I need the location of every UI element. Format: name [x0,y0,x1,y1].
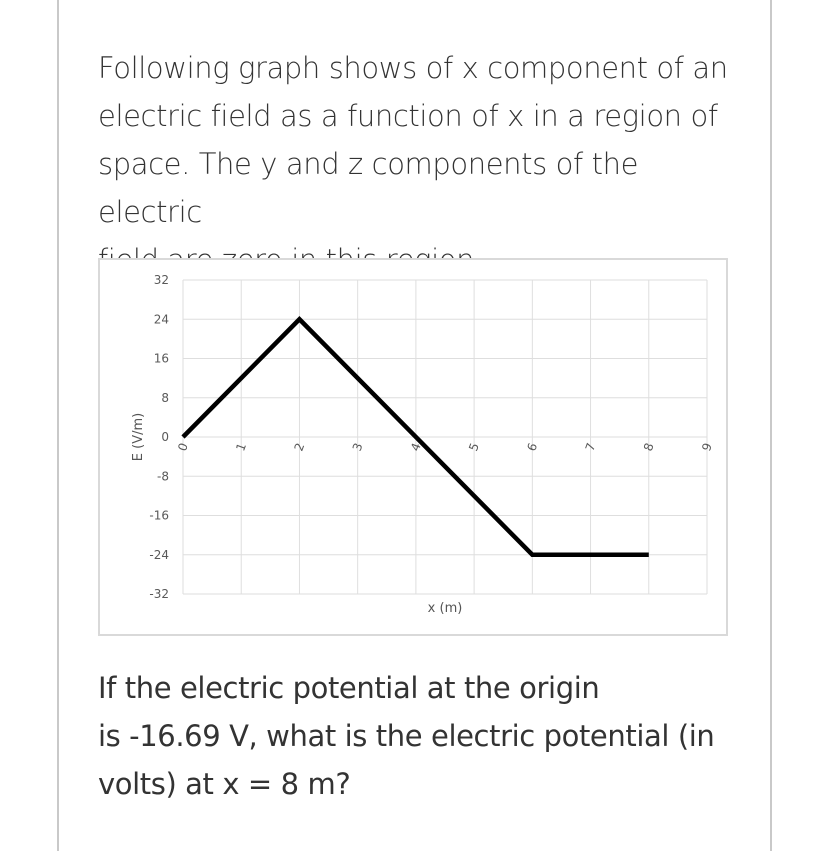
y-tick-label: 0 [161,430,169,444]
y-tick-label: -8 [157,469,169,484]
y-tick-label: -24 [149,547,169,562]
x-tick-label: 6 [524,441,541,453]
x-tick-label: 9 [699,441,715,453]
chart-container [98,258,728,636]
x-tick-label: 8 [640,441,657,453]
x-tick-label: 5 [466,441,482,453]
x-tick-label: 1 [233,441,250,453]
question-line: electric field as a function of x in a region of [98,99,718,133]
y-tick-label: 24 [153,312,169,327]
y-axis-label: E (V/m) [131,412,146,462]
x-tick-label: 3 [349,441,366,453]
question-line: Following graph shows of x component of an [98,51,728,85]
question-text [98,44,738,284]
followup-line: volts) at x = 8 m? [98,767,351,801]
x-tick-label: 0 [175,441,191,453]
x-tick-label: 4 [408,441,424,453]
x-tick-label: 7 [582,441,599,453]
y-tick-label: -16 [149,508,169,523]
followup-line: If the electric potential at the origin [98,671,600,705]
y-tick-label: 8 [161,390,169,405]
followup-line: is -16.69 V, what is the electric potential (in [98,719,715,753]
y-tick-label: -32 [149,587,169,601]
y-tick-label: 16 [153,351,169,366]
right-border [770,0,772,851]
y-tick-label: 32 [153,273,169,287]
x-axis-label: x (m) [427,601,463,616]
followup-text [98,664,738,808]
question-line: space. The y and z components of the electric [98,147,639,229]
electric-field-chart [100,260,726,634]
left-border [57,0,59,851]
x-tick-label: 2 [291,441,308,453]
